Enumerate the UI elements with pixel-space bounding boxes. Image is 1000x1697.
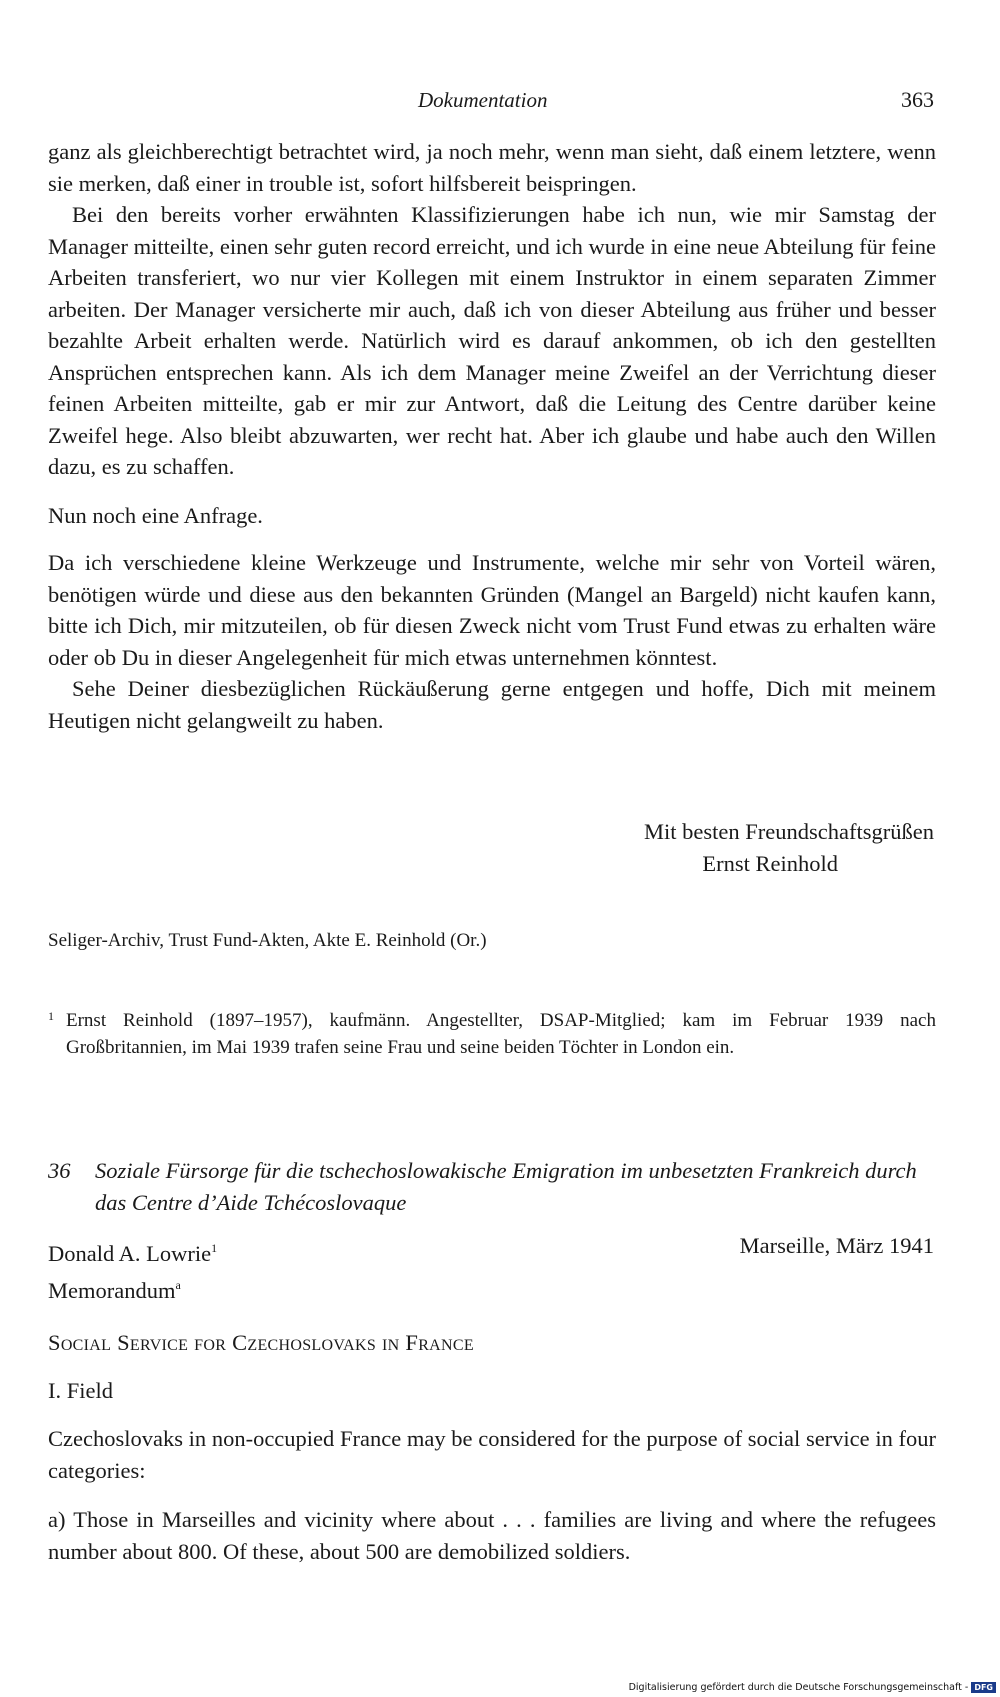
footnote-marker: 1: [48, 1009, 54, 1023]
source-note: Seliger-Archiv, Trust Fund-Akten, Akte E. Reinhold (Or.): [48, 930, 487, 951]
footnote: [48, 1007, 936, 1061]
memo-paragraph: Czechoslovaks in non-occupied France may be considered for the purpose of social service in four categories:: [48, 1426, 936, 1483]
letter-paragraph: Nun noch eine Anfrage.: [48, 502, 263, 528]
author-footnote-marker: 1: [211, 1241, 218, 1255]
author-name: Donald A. Lowrie: [48, 1241, 212, 1266]
letter-paragraph: ganz als gleichberechtigt betrachtet wird, ja noch mehr, wenn man sieht, daß einem letztere, wenn sie merken, daß einer in trouble ist, sofort hilfsbereit beispringen.: [48, 139, 936, 196]
letter-paragraph: Sehe Deiner diesbezüglichen Rückäußerung gerne entgegen und hoffe, Dich mit meinem Heutigen nicht gelangweilt zu haben.: [48, 676, 936, 733]
author-block: [48, 1233, 217, 1306]
letter-paragraph: Bei den bereits vorher erwähnten Klassifizierungen habe ich nun, wie mir Samstag der Manager mitteilte, einen sehr guten record erreicht, und ich wurde in eine neue Abteilung für feine Arbeiten transferiert, wo nur vier Kollegen mit einem Instruktor in einem separaten Zimmer arbeiten. Der Manager versicherte mir auch, daß ich von dieser Abteilung aus früher und besser bezahlte Arbeit erhalten werde. Natürlich wird es darauf ankommen, ob ich den gestellten Ansprüchen entsprechen kann. Als ich dem Manager meine Zweifel an der Verrichtung dieser feinen Arbeiten mitteilte, gab er mir zur Antwort, daß die Leitung des Centre darüber keine Zweifel hege. Also bleibt abzuwarten, wer recht hat. Aber ich glaube und habe auch den Willen dazu, es zu schaffen.: [48, 202, 936, 479]
funding-note: Digitalisierung gefördert durch die Deutsche Forschungsgemeinschaft -: [628, 1682, 969, 1693]
memo-paragraph: a) Those in Marseilles and vicinity where about . . . families are living and where the refugees number about 800. Of these, about 500 are demobilized soldiers.: [48, 1507, 936, 1564]
document-heading: [48, 1155, 936, 1219]
footnote-text: Ernst Reinhold (1897–1957), kaufmänn. Angestellter, DSAP-Mitglied; kam im Februar 1939 nach Großbritannien, im Mai 1939 trafen seine Frau und seine beiden Töchter in London ein.: [66, 1010, 936, 1058]
letter-paragraph: Da ich verschiedene kleine Werkzeuge und Instrumente, welche mir sehr von Vorteil wären, benötigen würde und diese aus den bekannten Gründen (Mangel an Bargeld) nicht kaufen kann, bitte ich Dich, mir mitzuteilen, ob für diesen Zweck nicht vom Trust Fund etwas zu erhalten wäre oder ob Du in dieser Angelegenheit für mich etwas unternehmen könntest.: [48, 550, 936, 670]
dfg-logo: DFG: [971, 1682, 996, 1693]
closing-greeting: Mit besten Freundschaftsgrüßen: [644, 819, 934, 844]
memo-body: [48, 1423, 936, 1567]
document-type-marker: a: [175, 1277, 181, 1292]
letter-closing: [644, 816, 934, 879]
signature: Ernst Reinhold: [702, 850, 838, 876]
place-date: Marseille, März 1941: [739, 1233, 934, 1258]
digitization-footer: [629, 1682, 996, 1693]
section-label: I. Field: [48, 1378, 113, 1403]
document-number: 36: [48, 1158, 71, 1183]
running-head: Dokumentation: [418, 88, 548, 112]
document-type: Memorandum: [48, 1277, 176, 1303]
letter-body: [48, 136, 936, 736]
page-number: 363: [901, 87, 934, 112]
document-title: Soziale Fürsorge für die tschechoslowakische Emigration im unbesetzten Frankreich durch das Centre d’Aide Tchécoslovaque: [95, 1158, 917, 1215]
section-title: Social Service for Czechoslovaks in France: [48, 1330, 474, 1355]
